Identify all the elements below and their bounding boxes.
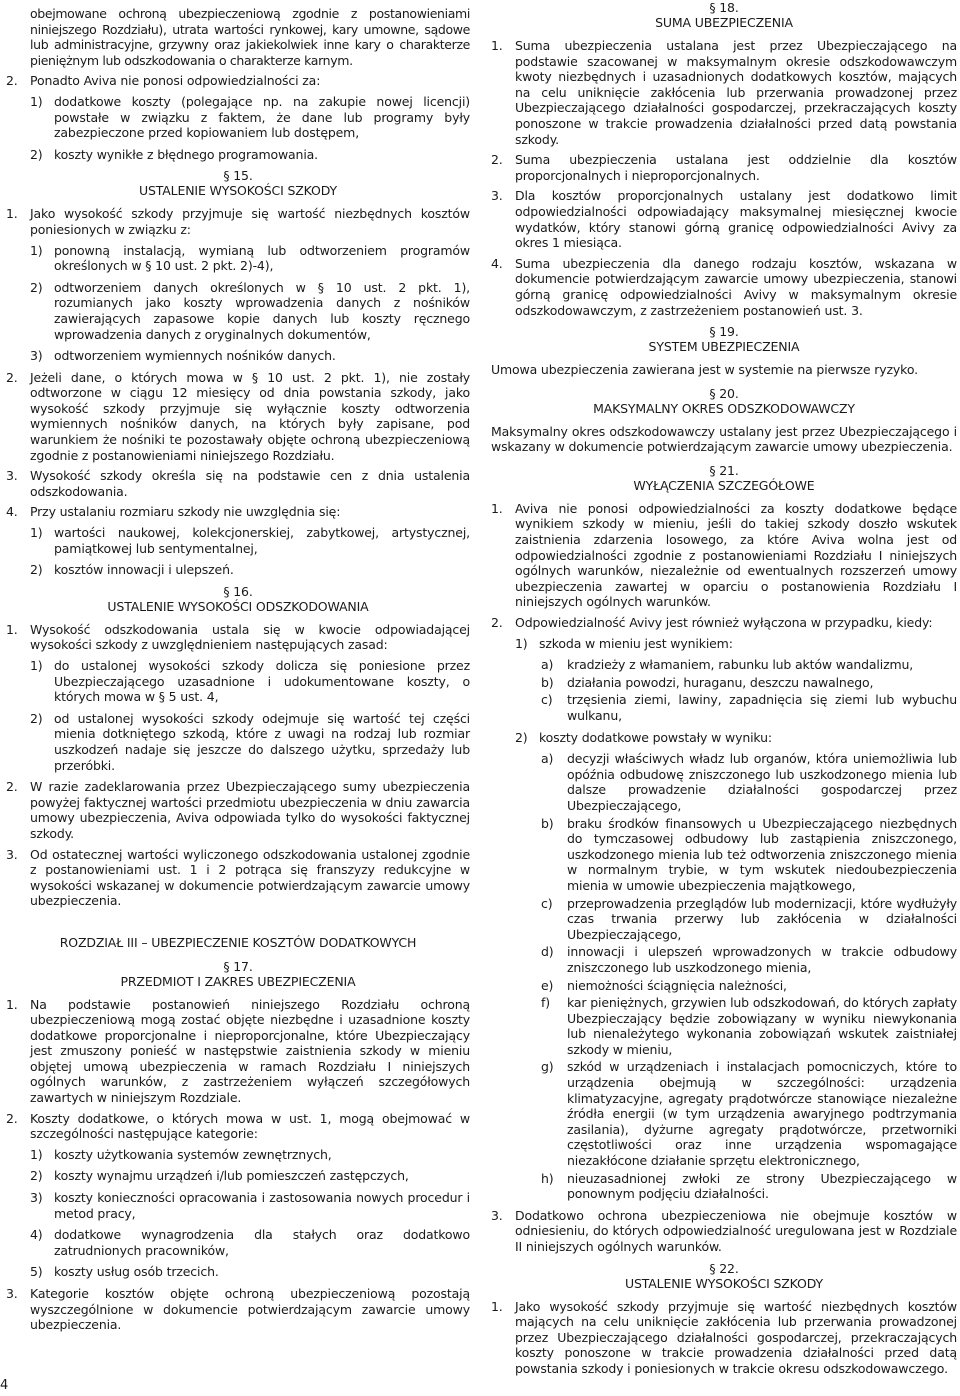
sub-list-item: b) braku środków finansowych u Ubezpieczającego niezbędnych do tymczasowej odbudowy lub zastąpienia zniszczonego, uszkodzonego mienia lub też odtworzenia zniszczonego mienia w normalnym trybie, w tym wskutek niedoubezpieczenia mienia w umowie ubezpieczenia majątkowego, bbox=[541, 815, 957, 893]
paragraph: 3. Wysokość szkody określa się na podstawie cen z dnia ustalenia odszkodowania. bbox=[6, 468, 470, 499]
sub-list-item: c) przeprowadzenia przeglądów lub modernizacji, które wydłużyły czas trwania przerwy lub zakłócenia w działalności Ubezpieczającego, bbox=[541, 895, 957, 942]
sub-list-item: f) kar pieniężnych, grzywien lub odszkodowań, do których zapłaty Ubezpieczający będzie zobowiązany w wyniku niewykonania lub nienależytego wykonania zobowiązań wskutek zaistniałej szkody w mieniu, bbox=[541, 995, 957, 1057]
list-item: 3) koszty konieczności opracowania i zastosowania nowych procedur i metod pracy, bbox=[30, 1190, 470, 1221]
section-heading: § 21. WYŁĄCZENIA SZCZEGÓŁOWE bbox=[633, 462, 815, 493]
sub-list-item: e) niemożności ściągnięcia należności, bbox=[541, 977, 787, 993]
list-item: 1) koszty użytkowania systemów zewnętrznych, bbox=[30, 1146, 332, 1162]
paragraph: 1. Jako wysokość szkody przyjmuje się wartość niezbędnych kosztów mających na celu uniknięcie zakłócenia lub przerwania prowadzonej przez Ubezpieczającego działalności gospodarczej, przekraczających koszty ponoszone w trakcie prowadzenia działalności przed datą powstania szkody i poniesionych w trakcie okresu odszkodowawczego. bbox=[491, 1298, 957, 1376]
section-heading: § 19. SYSTEM UBEZPIECZENIA bbox=[648, 324, 800, 355]
paragraph: 1. Wysokość odszkodowania ustala się w kwocie odpowiadającej wysokości szkody z uwzględnieniem następujących zasad: bbox=[6, 621, 470, 653]
section-heading: § 18. SUMA UBEZPIECZENIA bbox=[655, 0, 793, 30]
left-column bbox=[6, 0, 470, 1338]
list-item: 1) dodatkowe koszty (polegające np. na zakupie nowej licencji) powstałe w związku z faktem, że dane lub programy były zabezpieczone przed kopiowaniem lub dostępem, bbox=[30, 93, 470, 141]
list-item: 3) odtworzeniem wymiennych nośników danych. bbox=[30, 348, 336, 364]
sub-list-item: a) kradzieży z włamaniem, rabunku lub aktów wandalizmu, bbox=[541, 657, 914, 673]
page-number: 4 bbox=[0, 1378, 9, 1393]
sub-list-item: c) trzęsienia ziemi, lawiny, zapadnięcia się ziemi lub wybuchu wulkanu, bbox=[541, 692, 957, 723]
paragraph: 4. Suma ubezpieczenia dla danego rodzaju kosztów, wskazana w dokumencie potwierdzającym zawarcie umowy ubezpieczenia, stanowi górną granicę odpowiedzialności Avivy w maksymalnym okresie odszkodowawczym, z zastrzeżeniem postanowień ust. 3. bbox=[491, 255, 957, 318]
section-heading: § 17. PRZEDMIOT I ZAKRES UBEZPIECZENIA bbox=[120, 958, 356, 989]
paragraph: obejmowane ochroną ubezpieczeniową zgodnie z postanowieniami niniejszego Rozdziału), utrata wartości rynkowej, kary umowne, sądowe lub administracyjne, grzywny oraz jakiekolwiek inne kary o charakterze pieniężnym lub odszkodowania o charakterze karnym. bbox=[30, 6, 470, 68]
paragraph: 2. Jeżeli dane, o których mowa w § 10 ust. 2 pkt. 1), nie zostały odtworzone w ciągu 12 miesięcy od dnia powstania szkody, jako wysokość szkody przyjmuje się wyłącznie koszty odtworzenia wymiennych nośników danych, na których były zapisane, pod warunkiem że nośniki te pozostawały objęte ochroną ubezpieczeniową zgodnie z postanowieniami niniejszego Rozdziału. bbox=[6, 369, 470, 463]
right-column bbox=[491, 0, 957, 1382]
sub-list-item: d) innowacji i ulepszeń wprowadzonych w trakcie odbudowy zniszczonego lub uszkodzonego mienia, bbox=[541, 944, 957, 975]
paragraph: Umowa ubezpieczenia zawierana jest w systemie na pierwsze ryzyko. bbox=[491, 362, 918, 378]
section-heading: § 20. MAKSYMALNY OKRES ODSZKODOWAWCZY bbox=[593, 385, 855, 416]
paragraph: Maksymalny okres odszkodowawczy ustalany jest przez Ubezpieczającego i wskazany w dokumencie potwierdzającym zawarcie umowy ubezpieczenia. bbox=[491, 423, 957, 455]
paragraph: 3. Od ostatecznej wartości wyliczonego odszkodowania ustalonej zgodnie z postanowieniami ust. 1 i 2 potrąca się franszyzy redukcyjne w wysokości wskazanej w dokumencie potwierdzającym zawarcie umowy ubezpieczenia. bbox=[6, 846, 470, 909]
paragraph: 2. Ponadto Aviva nie ponosi odpowiedzialności za: bbox=[6, 73, 321, 89]
list-item: 2) koszty dodatkowe powstały w wyniku: bbox=[515, 729, 772, 745]
list-item: 1) wartości naukowej, kolekcjonerskiej, zabytkowej, artystycznej, pamiątkowej lub sentymentalnej, bbox=[30, 525, 470, 556]
list-item: 1) do ustalonej wysokości szkody dolicza się poniesione przez Ubezpieczającego uzasadnione i udokumentowane koszty, o których mowa w § 5 ust. 4, bbox=[30, 658, 470, 705]
list-item: 2) koszty wynajmu urządzeń i/lub pomieszczeń zastępczych, bbox=[30, 1168, 409, 1184]
list-item: 2) kosztów innowacji i ulepszeń. bbox=[30, 562, 234, 578]
paragraph: 1. Na podstawie postanowień niniejszego Rozdziału ochroną ubezpieczeniową mogą zostać objęte niezbędne i uzasadnione koszty dodatkowe proporcjonalne i nieproporcjonalne, które Ubezpieczający jest zmuszony ponieść w następstwie zaistnienia szkody w mieniu objętej umową ubezpieczenia w ramach Rozdziału I niniejszych ogólnych warunków, z zastrzeżeniem wyłączeń szczegółowych zawartych w niniejszym Rozdziale. bbox=[6, 996, 470, 1106]
list-item: 4) dodatkowe wynagrodzenia dla stałych oraz dodatkowo zatrudnionych pracowników, bbox=[30, 1227, 470, 1258]
paragraph: 2. Suma ubezpieczenia ustalana jest oddzielnie dla kosztów proporcjonalnych i nieproporcjonalnych. bbox=[491, 152, 957, 183]
list-item: 1) szkoda w mieniu jest wynikiem: bbox=[515, 635, 733, 651]
sub-list-item: b) działania powodzi, huraganu, deszczu nawalnego, bbox=[541, 674, 874, 690]
paragraph: 4. Przy ustalaniu rozmiaru szkody nie uwzględnia się: bbox=[6, 504, 341, 520]
list-item: 1) ponowną instalacją, wymianą lub odtworzeniem programów określonych w § 10 ust. 2 pkt. 2)-4), bbox=[30, 242, 470, 274]
sub-list-item: a) decyzji właściwych władz lub organów, która uniemożliwia lub opóźnia odbudowę zniszczonego lub uszkodzonego mienia lub dalsze prowadzenie działalności gospodarczej przez Ubezpieczającego, bbox=[541, 751, 957, 813]
paragraph: 3. Kategorie kosztów objęte ochroną ubezpieczeniową pozostają wyszczególnione w dokumencie potwierdzającym zawarcie umowy ubezpieczenia. bbox=[6, 1286, 470, 1333]
paragraph: 3. Dodatkowo ochrona ubezpieczeniowa nie obejmuje kosztów w odniesieniu, do których odpowiedzialność uregulowana jest w Rozdziale II niniejszych ogólnych warunków. bbox=[491, 1207, 957, 1254]
list-item: 2) odtworzeniem danych określonych w § 10 ust. 2 pkt. 1), rozumianych jako koszty wprowadzenia danych z nośników zawierających zapasowe kopie danych lub koszty ręcznego wprowadzenia danych z oryginalnych dokumentów, bbox=[30, 279, 470, 342]
sub-list-item: g) szkód w urządzeniach i instalacjach pomocniczych, które to urządzenia obejmują w szczególności: urządzenia klimatyzacyjne, agregaty prądotwórcze stanowiące niezależne źródła energii (w tym urządzenia awaryjnego podtrzymania zasilania), dyżurne agregaty prądotwórcze, przetworniki częstotliwości oraz inne urządzenia wspomagające niezakłócone działanie sprzętu elektronicznego, bbox=[541, 1059, 957, 1169]
paragraph: 2. Koszty dodatkowe, o których mowa w ust. 1, mogą obejmować w szczególności następujące kategorie: bbox=[6, 1110, 470, 1142]
list-item: 2) koszty wynikłe z błędnego programowania. bbox=[30, 146, 318, 162]
section-heading: § 22. USTALENIE WYSOKOŚCI SZKODY bbox=[624, 1260, 824, 1291]
paragraph: 2. W razie zadeklarowania przez Ubezpieczającego sumy ubezpieczenia powyżej faktycznej wartości przedmiotu ubezpieczenia w dniu zawarcia umowy ubezpieczenia, Aviva odpowiada tylko do wysokości faktycznej szkody. bbox=[6, 779, 470, 841]
paragraph: 1. Jako wysokość szkody przyjmuje się wartość niezbędnych kosztów poniesionych w związku z: bbox=[6, 206, 470, 237]
paragraph: 1. Aviva nie ponosi odpowiedzialności za koszty dodatkowe będące wynikiem szkody w mieniu, jeśli do takiej szkody doszło wskutek zaistnienia zdarzenia losowego, za które Aviva wolna jest od odpowiedzialności zgodnie z postanowieniami Rozdziału I niniejszych ogólnych warunków, niezależnie od ewentualnych rozszerzeń umowy ubezpieczenia zawartej w oparciu o postanowienia Rozdziału I niniejszych ogólnych warunków. bbox=[491, 500, 957, 610]
paragraph: 2. Odpowiedzialność Avivy jest również wyłączona w przypadku, kiedy: bbox=[491, 615, 933, 631]
paragraph: 3. Dla kosztów proporcjonalnych ustalany jest dodatkowo limit odpowiedzialności odpowiadający maksymalnej miesięcznej kwocie wydatków, który stanowi górną granicę odpowiedzialności Avivy za okres 1 miesiąca. bbox=[491, 188, 957, 251]
list-item: 5) koszty usług osób trzecich. bbox=[30, 1264, 219, 1280]
section-heading: § 15. USTALENIE WYSOKOŚCI SZKODY bbox=[138, 168, 338, 199]
paragraph: 1. Suma ubezpieczenia ustalana jest przez Ubezpieczającego na podstawie szacowanej w maksymalnym okresie odszkodowawczym kwoty niezbędnych i uzasadnionych dodatkowych kosztów, mających na celu uniknięcie zakłócenia lub przerwania prowadzonej przez Ubezpieczającego działalności gospodarczej, przekraczających koszty ponoszone w trakcie prowadzenia działalności przed datą powstania szkody. bbox=[491, 38, 957, 147]
list-item: 2) od ustalonej wysokości szkody odejmuje się wartość tej części mienia dotkniętego szkodą, które z uwagi na rodzaj lub rozmiar uszkodzeń nadaje się jeszcze do dalszego użytku, sprzedaży lub przeróbki. bbox=[30, 710, 470, 773]
section-heading: § 16. USTALENIE WYSOKOŚCI ODSZKODOWANIA bbox=[107, 583, 369, 614]
sub-list-item: h) nieuzasadnionej zwłoki ze strony Ubezpieczającego w ponownym podjęciu działalności. bbox=[541, 1170, 957, 1202]
chapter-heading: ROZDZIAŁ III – UBEZPIECZENIE KOSZTÓW DODATKOWYCH bbox=[59, 934, 417, 950]
